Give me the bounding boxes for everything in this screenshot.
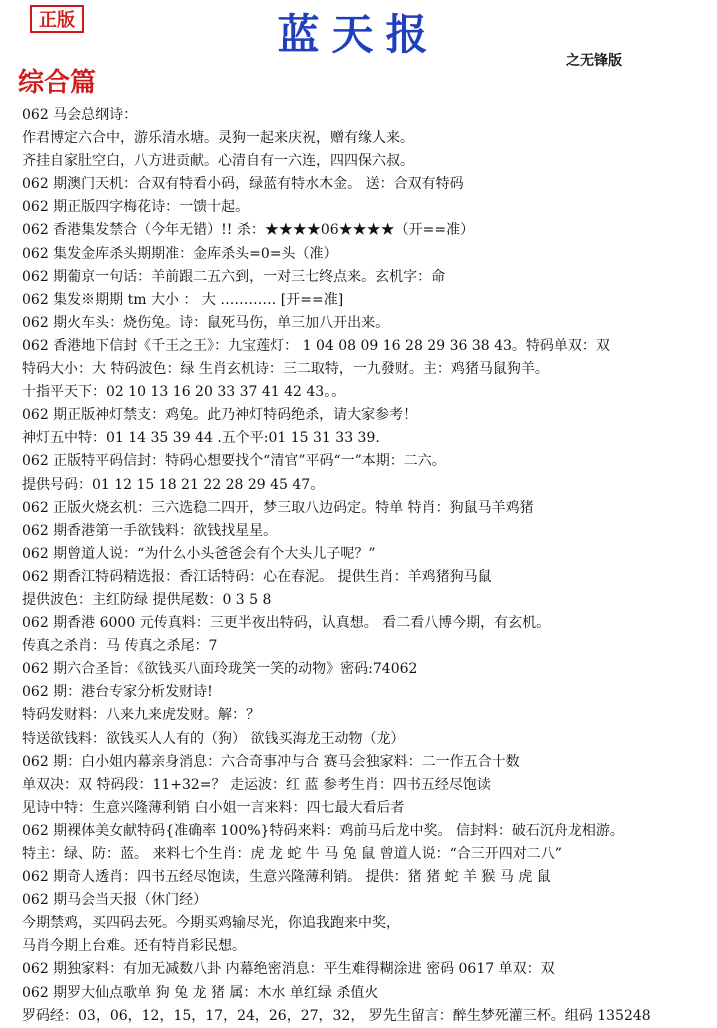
text-line: 特码发财料：八来九来虎发财。解：？ [22,707,260,724]
text-line: 062 期：白小姐内幕亲身消息：六合奇事冲与合 赛马会独家料：二一作五合十数 [22,753,520,770]
text-line: 062 集发※期期 tm 大小 ： 大 ………… [开==准] [22,291,344,308]
text-line: 提供号码：01 12 15 18 21 22 28 29 45 47。 [22,476,325,493]
text-line: 062 期：港台专家分析发财诗! [22,684,213,701]
edition-label: 之无锋版 [566,53,622,69]
text-line: 特送欲钱料：欲钱买人人有的（狗） 欲钱买海龙王动物（龙） [22,730,405,747]
text-line: 062 期火车头：烧伤兔。诗：鼠死马伤，单三加八开出来。 [22,314,390,331]
text-line: 062 期澳门天机：合双有特看小码，绿蓝有特水木金。 送：合双有特码 [22,176,464,193]
text-line: 062 香港地下信封《千王之王》：九宝莲灯： 1 04 08 09 16 28 29 36 38 43。特码单双：双 [22,337,610,354]
text-line: 062 期马会当天报（休门经） [22,892,208,909]
text-line: 062 期奇人透肖：四书五经尽饱读，生意兴隆薄利销。 提供：猪 猪 蛇 羊 猴 马 虎 鼠 [22,869,551,886]
content-lines [22,104,712,1028]
text-line: 062 期裸体美女献特码{准确率 100%}特码来料：鸡前马后龙中奖。 信封料：破石沉舟龙相游。 [22,822,624,839]
text-line: 特码大小：大 特码波色：绿 生肖玄机诗：三二取特，一九發财。主：鸡猪马鼠狗羊。 [22,361,549,378]
text-line: 062 香港集发禁合（今年无错）!! 杀：★★★★06★★★★（开==准） [22,222,475,239]
text-line: 062 期正版四字梅花诗：一馈十起。 [22,199,250,216]
text-line: 十指平天下：02 10 13 16 20 33 37 41 42 43。。 [22,384,346,401]
text-line: 单双决：双 特码段：11+32=？ 走运波：红 蓝 参考生肖：四书五经尽饱读 [22,776,491,793]
text-line: 062 集发金库杀头期期准：金库杀头=0=头（准） [22,245,338,262]
text-line: 062 期独家料：有加无减数八卦 内幕绝密消息：平生难得糊涂进 密码 0617 单双：双 [22,961,555,978]
text-line: 062 正版特平码信封：特码心想要找个“清官”平码“一”本期：二六。 [22,453,446,470]
page-title: 蓝天报 [277,10,440,59]
text-line: 今期禁鸡，买四码去死。今期买鸡输尽光，你追我跑来中奖， [22,915,400,932]
text-line: 062 期香江特码精选报：香江话特码：心在春泥。 提供生肖：羊鸡猪狗马鼠 [22,568,492,585]
section-heading: 综合篇 [18,68,97,98]
text-line: 062 正版火烧玄机：三六选稳二四开，梦三取八边码定。特单 特肖：狗鼠马羊鸡猪 [22,499,534,516]
text-line: 062 期罗大仙点歌单 狗 兔 龙 猪 属：木水 单红绿 杀值火 [22,984,379,1001]
text-line: 062 期正版神灯禁支：鸡兔。此乃神灯特码绝杀，请大家参考！ [22,407,418,424]
text-line: 齐挂自家肚空白，八方进贡献。心清自有一六连，四四保六叔。 [22,153,414,170]
text-line: 神灯五中特：01 14 35 39 44 .五个平:01 15 31 33 39. [22,430,380,447]
text-line: 作君博定六合中，游乐清水塘。灵狗一起来庆祝，赠有缘人来。 [22,130,414,147]
text-line: 062 期六合圣旨：《欲钱买八面玲珑笑一笑的动物》密码:74062 [22,661,418,678]
text-line: 马肖今期上台难。还有特肖彩民想。 [22,938,246,955]
text-line: 062 期葡京一句话：羊前跟二五六到，一对三七终点来。玄机字：命 [22,268,446,285]
text-line: 062 期香港 6000 元传真料：三更半夜出特码，认真想。 看二看八博今期，有玄机。 [22,615,551,632]
genuine-badge: 正版 [30,5,84,33]
text-line: 罗码经：03，06，12，15，17，24，26，27，32， 罗先生留言：醉生梦死灌三杯。组码 135248 [22,1007,651,1024]
text-line: 062 期香港第一手欲钱料：欲钱找星星。 [22,522,278,539]
text-line: 特主：绿、防：蓝。 来料七个生肖：虎 龙 蛇 牛 马 兔 鼠 曾道人说：“合三开四对二八” [22,846,562,862]
text-line: 062 马会总纲诗： [22,107,138,123]
text-line: 062 期曾道人说：“为什么小头爸爸会有个大头儿子呢？” [22,545,376,562]
text-line: 传真之杀肖：马 传真之杀尾：7 [22,638,218,655]
text-line: 见诗中特：生意兴隆薄利销 白小姐一言来料：四七最大看后者 [22,799,405,816]
text-line: 提供波色：主红防绿 提供尾数：0 3 5 8 [22,591,272,608]
